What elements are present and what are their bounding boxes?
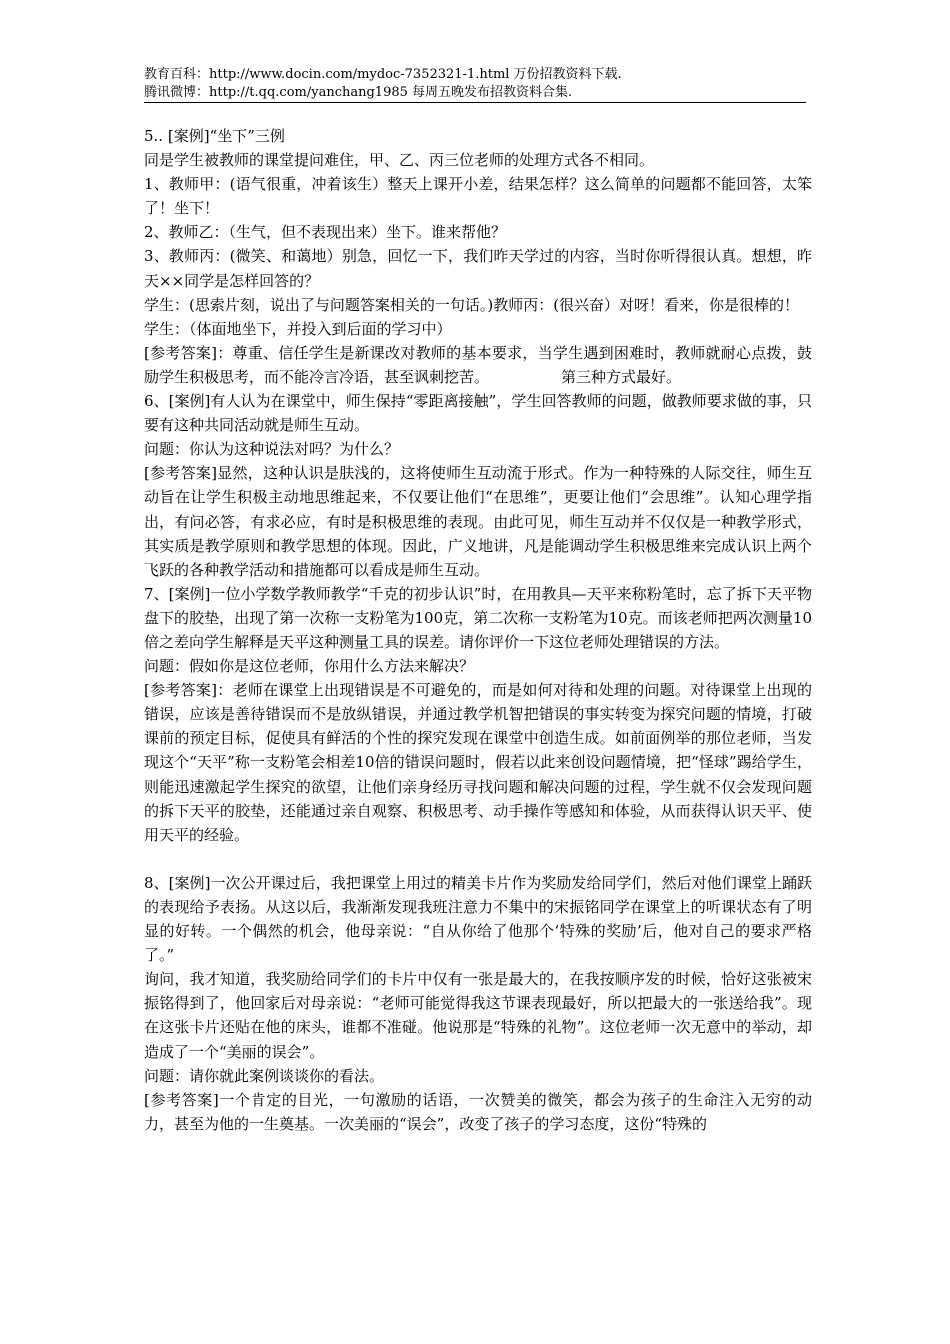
case7-question: 问题：假如你是这位老师，你用什么方法来解决？ — [144, 657, 475, 676]
case5-teacher-b: 2、教师乙：（生气，但不表现出来）坐下。谁来帮他？ — [144, 223, 507, 242]
case8-question: 问题：请你就此案例谈谈你的看法。 — [144, 1066, 385, 1085]
document-body — [144, 124, 812, 1136]
header-weibo-link-line: 腾讯微博：http://t.qq.com/yanchang1985 每周五晚发布招教资料合集. — [144, 85, 573, 100]
case5-answer — [144, 341, 812, 389]
case5-answer-conclusion: 第三种方式最好。 — [561, 367, 682, 386]
page-header — [144, 66, 806, 102]
case6-answer: [参考答案]显然，这种认识是肤浅的，这将使师生互动流于形式。作为一种特殊的人际交往，师生互动旨在让学生积极主动地思维起来，不仅要让他们“在思维”，更要让他们“会思维”。认知心理学指出，有问必答，有求必应，有时是积极思维的表现。由此可见，师生互动并不仅仅是一种教学形式，其实质是教学原则和教学思想的体现。因此，广义地讲，凡是能调动学生积极思维来完成认识上两个飞跃的各种教学活动和措施都可以看成是师生互动。 — [144, 464, 812, 579]
case6-text: 6、[案例]有人认为在课堂中，师生保持“零距离接触”，学生回答教师的问题，做教师要求做的事，只要有这种共同活动就是师生互动。 — [144, 392, 812, 435]
header-divider — [144, 102, 806, 103]
header-docin-link-line: 教育百科：http://www.docin.com/mydoc-7352321-1.html 万份招教资料下载. — [144, 67, 622, 82]
case7-text: 7、[案例]一位小学数学教师教学“千克的初步认识”时，在用教具—天平来称粉笔时，忘了拆下天平物盘下的胶垫，出现了第一次称一支粉笔为100克，第二次称一支粉笔为10克。而该老师把两次测量10倍之差向学生解释是天平这种测量工具的误差。请你评价一下这位老师处理错误的方法。 — [144, 584, 812, 651]
case8-answer: [参考答案]一个肯定的目光，一句激励的话语，一次赞美的微笑，都会为孩子的生命注入无穷的动力，甚至为他的一生奠基。一次美丽的“误会”，改变了孩子的学习态度，这份“特殊的 — [144, 1090, 812, 1133]
case5-title: 5.. [案例]“坐下”三例 — [144, 127, 285, 145]
case5-teacher-a: 1、教师甲：(语气很重，冲着该生）整天上课开小差，结果怎样？这么简单的问题都不能回答，太笨了！坐下！ — [144, 175, 812, 218]
case5-intro: 同是学生被教师的课堂提问难住，甲、乙、丙三位老师的处理方式各不相同。 — [144, 151, 655, 170]
case5-student-response: 学生：(思索片刻，说出了与问题答案相关的一句话。)教师丙：(很兴奋）对呀！看来，你是很棒的！ — [144, 295, 800, 314]
case8-text: 8、[案例]一次公开课过后，我把课堂上用过的精美卡片作为奖励发给同学们，然后对他们课堂上踊跃的表现给予表扬。从这以后，我渐渐发现我班注意力不集中的宋振铭同学在课堂上的听课状态有了明显的好转。一个偶然的机会，他母亲说：“自从你给了他那个‘特殊的奖励’后，他对自己的要求严格了。” — [144, 873, 812, 965]
case5-student-sits: 学生：（体面地坐下，并投入到后面的学习中） — [144, 319, 452, 338]
case7-answer: [参考答案]：老师在课堂上出现错误是不可避免的，而是如何对待和处理的问题。对待课堂上出现的错误，应该是善待错误而不是放纵错误，并通过教学机智把错误的事实转变为探究问题的情境，打破课前的预定目标，促使具有鲜活的个性的探究发现在课堂中创造生成。如前面例举的那位老师，当发现这个“天平”称一支粉笔会相差10倍的错误问题时，假若以此来创设问题情境，把“怪球”踢给学生，则能迅速激起学生探究的欲望，让他们亲身经历寻找问题和解决问题的过程，学生就不仅会发现问题的拆下天平的胶垫，还能通过亲自观察、积极思考、动手操作等感知和体验，从而获得认识天平、使用天平的经验。 — [144, 681, 812, 844]
case5-answer-main: [参考答案]：尊重、信任学生是新课改对教师的基本要求，当学生遇到困难时，教师就耐心点拨，鼓励学生积极思考，而不能冷言冷语，甚至讽刺挖苦。 — [144, 343, 812, 386]
case5-teacher-c: 3、教师丙：(微笑、和蔼地）别急，回忆一下，我们昨天学过的内容，当时你听得很认真。想想，昨天××同学是怎样回答的？ — [144, 247, 812, 290]
case8-inquiry: 询问，我才知道，我奖励给同学们的卡片中仅有一张是最大的，在我按顺序发的时候，恰好这张被宋振铭得到了，他回家后对母亲说：“老师可能觉得我这节课表现最好，所以把最大的一张送给我”。现在这张卡片还贴在他的床头，谁都不准碰。他说那是“特殊的礼物”。这位老师一次无意中的举动，却造成了一个“美丽的误会”。 — [144, 970, 812, 1061]
case6-question: 问题：你认为这种说法对吗？为什么？ — [144, 440, 400, 459]
paragraph-spacer — [144, 847, 812, 871]
